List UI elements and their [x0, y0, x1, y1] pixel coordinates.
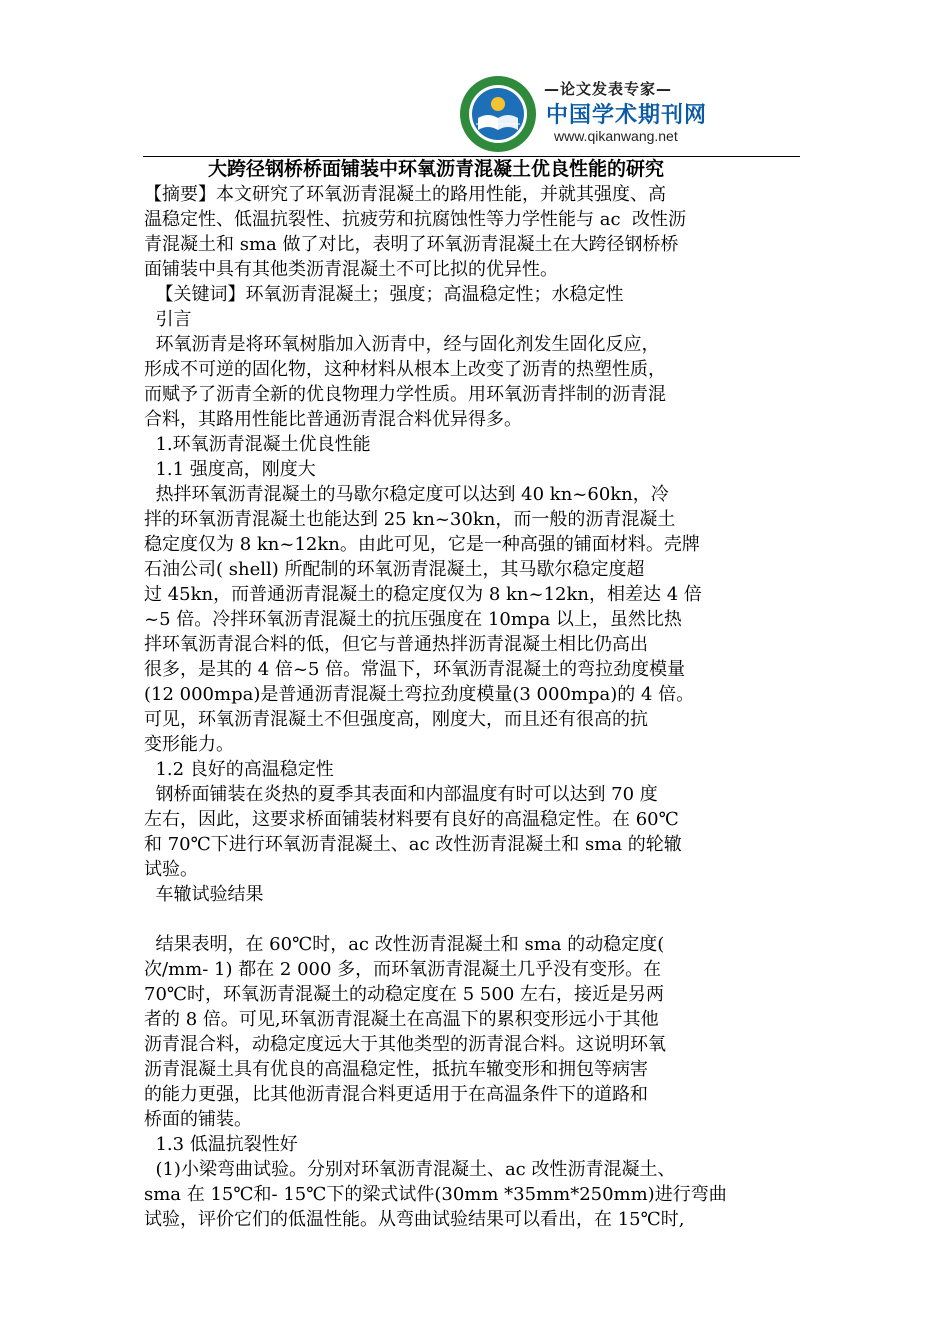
text-line: 变形能力。	[144, 734, 234, 755]
qikanwang-logo-badge	[458, 74, 540, 154]
text-line: 【关键词】环氧沥青混凝土；强度；高温稳定性；水稳定性	[144, 284, 624, 305]
text-line: 者的 8 倍。可见,环氧沥青混凝土在高温下的累积变形远小于其他	[144, 1009, 659, 1030]
text-line: 拌环氧沥青混合料的低，但它与普通热拌沥青混凝土相比仍高出	[144, 634, 648, 655]
text-line: 70℃时，环氧沥青混凝土的动稳定度在 5 500 左右，接近是另两	[144, 984, 665, 1005]
text-line: 1.环氧沥青混凝土优良性能	[144, 434, 371, 455]
text-line: 沥青混凝土具有优良的高温稳定性，抵抗车辙变形和拥包等病害	[144, 1059, 648, 1080]
text-line: 形成不可逆的固化物，这种材料从根本上改变了沥青的热塑性质，	[144, 359, 666, 380]
text-line: (12 000mpa)是普通沥青混凝土弯拉劲度模量(3 000mpa)的 4 倍。	[144, 684, 695, 705]
text-line: 车辙试验结果	[144, 884, 264, 905]
text-line: 稳定度仅为 8 kn~12kn。由此可见，它是一种高强的铺面材料。壳牌	[144, 534, 700, 555]
text-line: 结果表明，在 60℃时，ac 改性沥青混凝土和 sma 的动稳定度(	[144, 934, 665, 955]
text-line: 1.3 低温抗裂性好	[144, 1134, 298, 1155]
text-line: 试验，评价它们的低温性能。从弯曲试验结果可以看出，在 15℃时,	[144, 1209, 685, 1230]
text-line: (1)小梁弯曲试验。分别对环氧沥青混凝土、ac 改性沥青混凝土、	[144, 1159, 676, 1180]
text-line: 可见，环氧沥青混凝土不但强度高，刚度大，而且还有很高的抗	[144, 709, 648, 730]
text-line: ~5 倍。冷拌环氧沥青混凝土的抗压强度在 10mpa 以上，虽然比热	[144, 609, 682, 630]
text-line: 拌的环氧沥青混凝土也能达到 25 kn~30kn，而一般的沥青混凝土	[144, 509, 676, 530]
text-line: 合料，其路用性能比普通沥青混合料优异得多。	[144, 409, 522, 430]
text-line: 很多，是其的 4 倍~5 倍。常温下，环氧沥青混凝土的弯拉劲度模量	[144, 659, 686, 680]
site-tagline: —论文发表专家—	[544, 80, 673, 98]
text-line: 次/mm- 1) 都在 2 000 多，而环氧沥青混凝土几乎没有变形。在	[144, 959, 662, 980]
text-line: 【摘要】本文研究了环氧沥青混凝土的路用性能，并就其强度、高	[144, 184, 666, 205]
site-brand-name: 中国学术期刊网	[546, 103, 708, 128]
text-line: 沥青混合料，动稳定度远大于其他类型的沥青混合料。这说明环氧	[144, 1034, 666, 1055]
text-line: 1.2 良好的高温稳定性	[144, 759, 334, 780]
text-line: 的能力更强，比其他沥青混合料更适用于在高温条件下的道路和	[144, 1084, 648, 1105]
text-line: 试验。	[144, 859, 198, 880]
site-header	[458, 74, 708, 154]
text-line: 石油公司( shell) 所配制的环氧沥青混凝土，其马歇尔稳定度超	[144, 559, 645, 580]
text-line: 钢桥面铺装在炎热的夏季其表面和内部温度有时可以达到 70 度	[144, 784, 658, 805]
text-line: 热拌环氧沥青混凝土的马歇尔稳定度可以达到 40 kn~60kn，冷	[144, 484, 669, 505]
text-line	[144, 907, 804, 932]
text-line: 过 45kn，而普通沥青混凝土的稳定度仅为 8 kn~12kn，相差达 4 倍	[144, 584, 702, 605]
site-url[interactable]: www.qikanwang.net	[554, 128, 678, 144]
text-line: 青混凝土和 sma 做了对比，表明了环氧沥青混凝土在大跨径钢桥桥	[144, 234, 679, 255]
document-body	[144, 157, 804, 1232]
text-line: 而赋予了沥青全新的优良物理力学性质。用环氧沥青拌制的沥青混	[144, 384, 666, 405]
text-line: 温稳定性、低温抗裂性、抗疲劳和抗腐蚀性等力学性能与 ac 改性沥	[144, 209, 686, 230]
text-line: 和 70℃下进行环氧沥青混凝土、ac 改性沥青混凝土和 sma 的轮辙	[144, 834, 682, 855]
text-line: 左右，因此，这要求桥面铺装材料要有良好的高温稳定性。在 60℃	[144, 809, 679, 830]
text-line: sma 在 15℃和- 15℃下的梁式试件(30mm *35mm*250mm)进行弯曲	[144, 1184, 727, 1205]
text-line: 面铺装中具有其他类沥青混凝土不可比拟的优异性。	[144, 259, 558, 280]
text-line: 环氧沥青是将环氧树脂加入沥青中，经与固化剂发生固化反应，	[144, 334, 660, 355]
text-line: 1.1 强度高，刚度大	[144, 459, 316, 480]
document-text	[144, 182, 804, 1232]
text-line: 桥面的铺装。	[144, 1109, 252, 1130]
text-line: 引言	[144, 309, 192, 330]
document-title: 大跨径钢桥桥面铺装中环氧沥青混凝土优良性能的研究	[208, 158, 665, 180]
